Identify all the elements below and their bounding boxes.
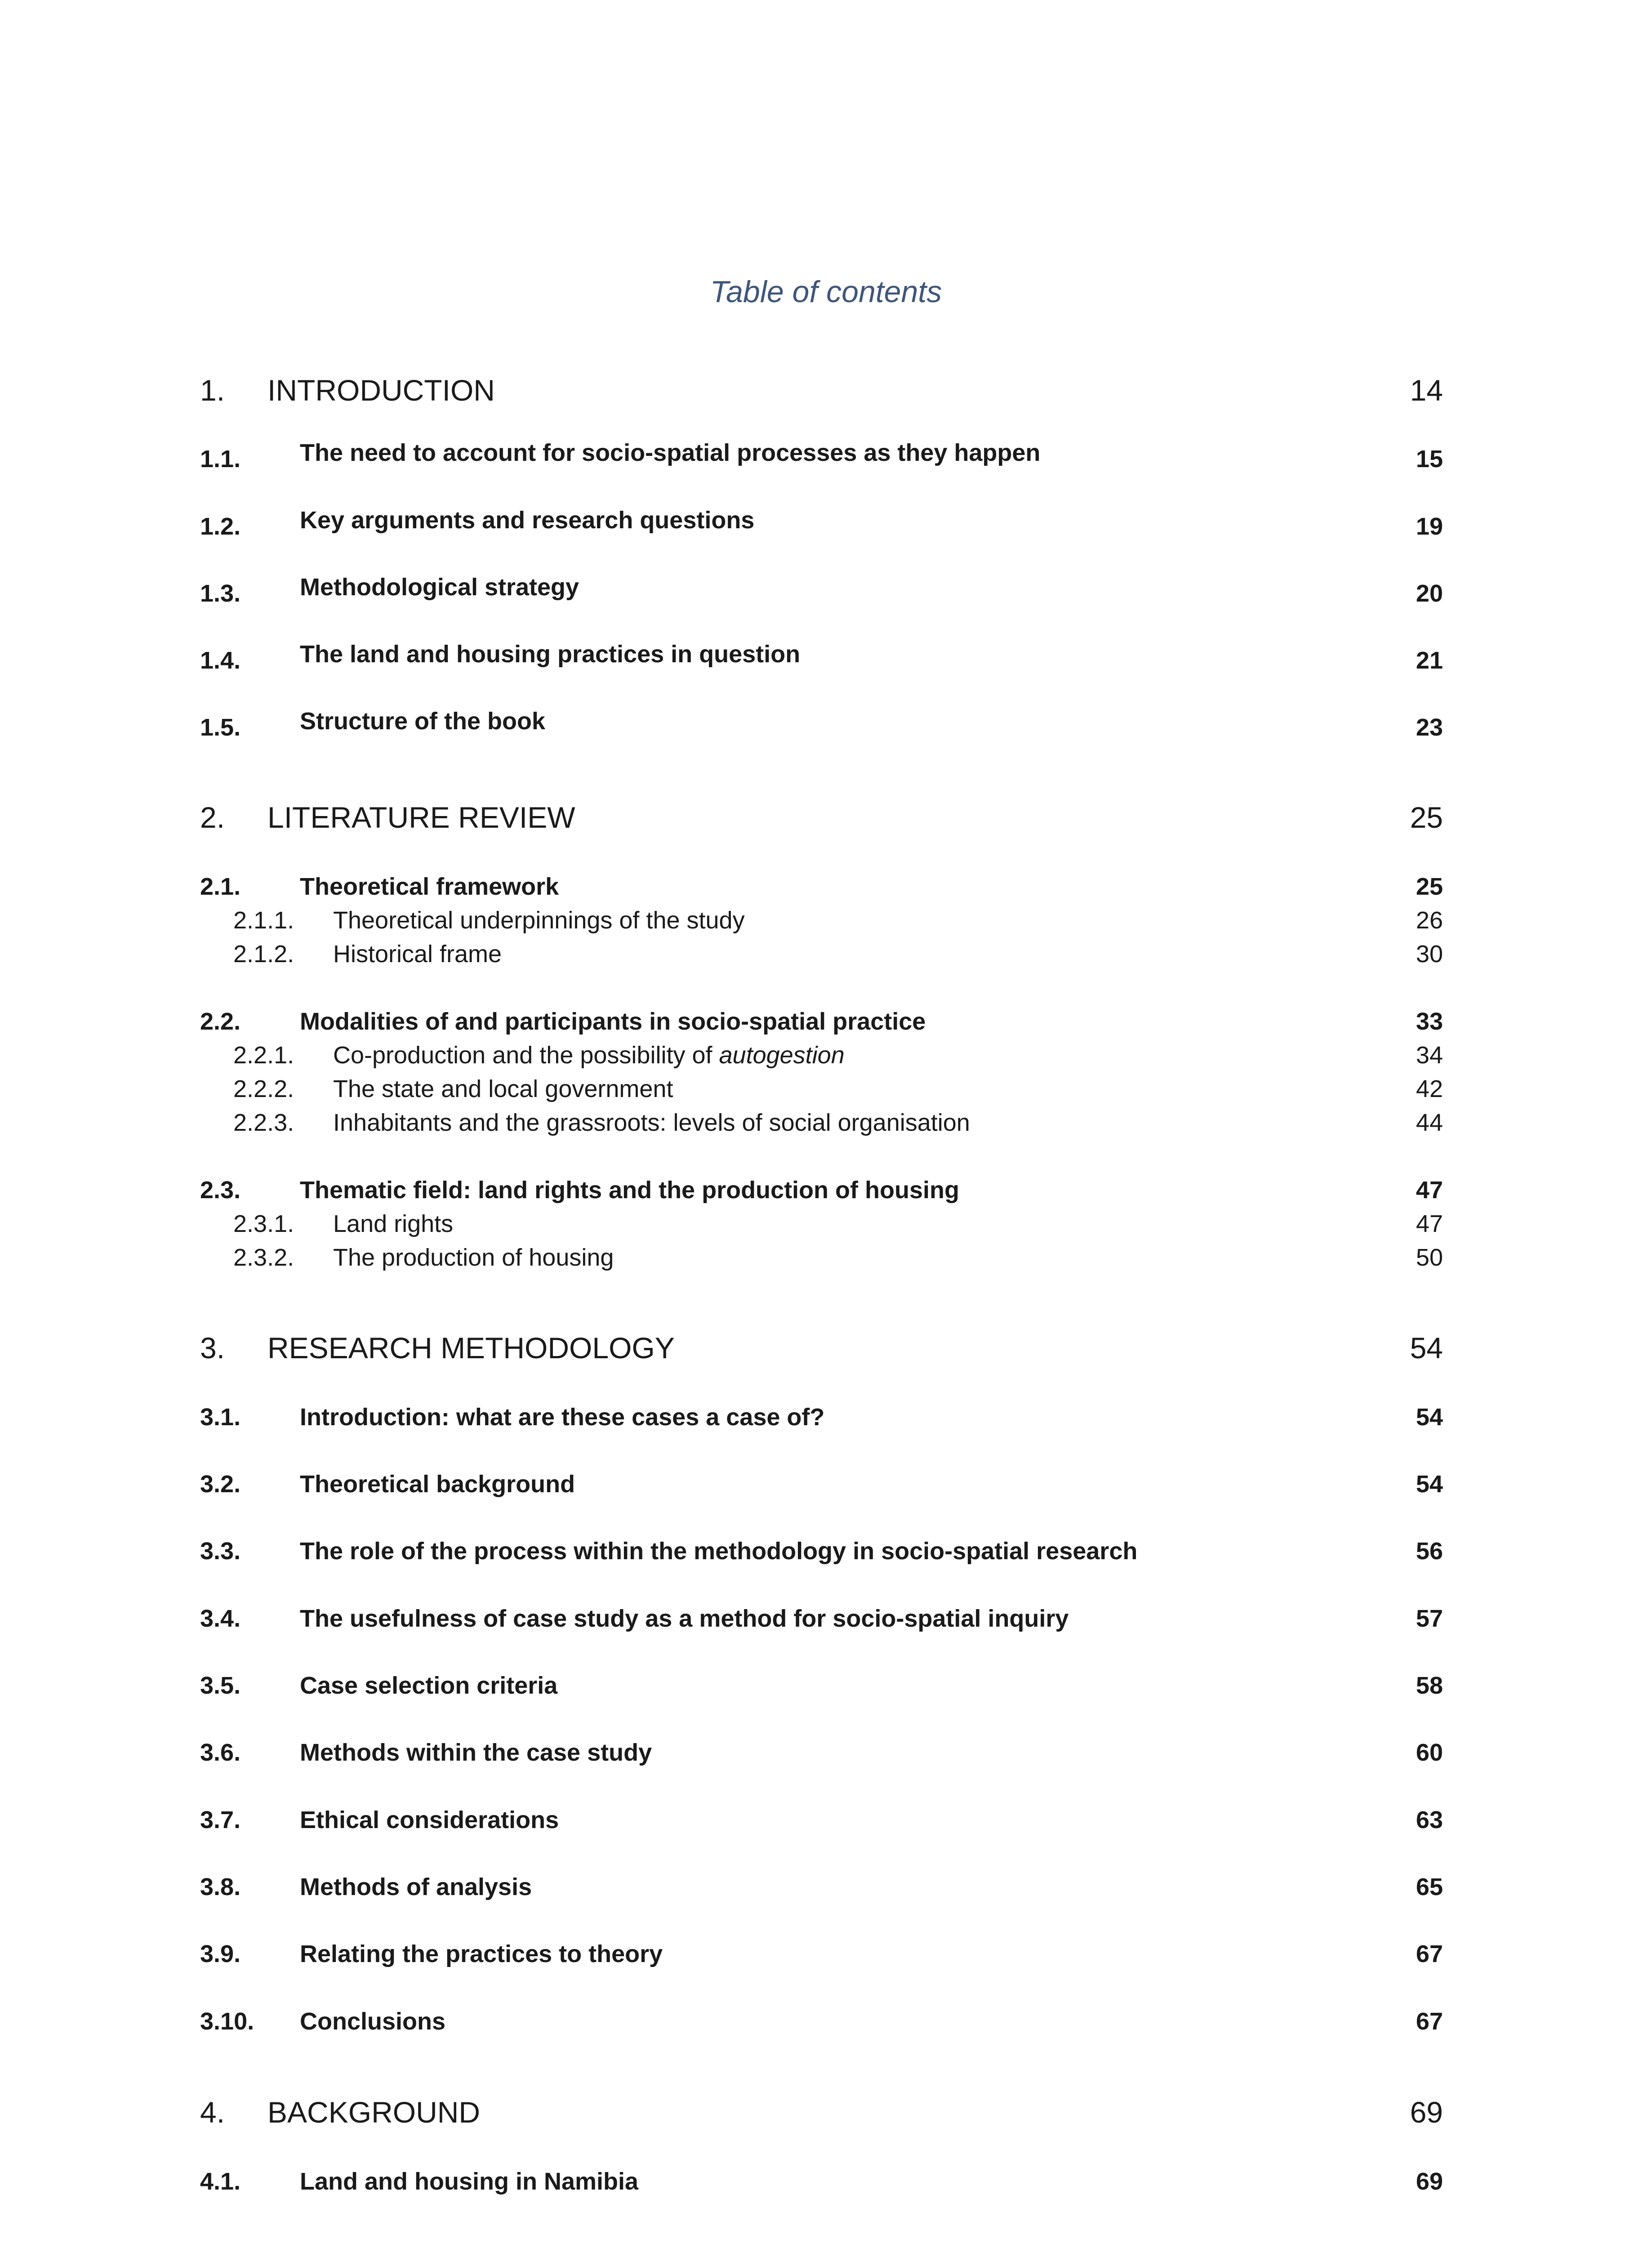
toc-number: 3.5. [200,1672,241,1699]
toc-number: 1.5. [200,714,241,741]
toc-number: 4. [200,2096,225,2129]
toc-label: The land and housing practices in question [300,641,801,668]
toc-page: 44 [1416,1109,1443,1136]
toc-page: 54 [1410,1331,1443,1365]
toc-number: 3.4. [200,1605,241,1632]
toc-number: 3.2. [200,1471,241,1498]
toc-page: 33 [1416,1008,1443,1035]
toc-number: 2.3.2. [233,1244,294,1271]
toc-label: Land and housing in Namibia [300,2168,639,2195]
toc-page: 60 [1416,1739,1443,1766]
toc-page: 50 [1416,1244,1443,1271]
toc-label: The need to account for socio-spatial processes as they happen [300,439,1041,466]
toc-number: 2. [200,801,225,834]
toc-label: The production of housing [333,1244,614,1271]
toc-label: RESEARCH METHODOLOGY [267,1331,675,1365]
toc-label: Case selection criteria [300,1672,558,1699]
toc-number: 3.9. [200,1940,241,1967]
toc-number: 4.1. [200,2168,241,2195]
toc-page: 69 [1410,2096,1443,2129]
toc-label: Key arguments and research questions [300,507,755,534]
toc-page: 19 [1416,513,1443,540]
toc-page: 58 [1416,1672,1443,1699]
toc-number: 2.1.1. [233,907,294,934]
toc-number: 2.2.3. [233,1109,294,1136]
toc-page: 47 [1416,1177,1443,1204]
toc-number: 2.2.1. [233,1042,294,1069]
toc-page: 42 [1416,1075,1443,1102]
toc-number: 1. [200,374,225,407]
toc-label: Inhabitants and the grassroots: levels of social organisation [333,1109,970,1136]
toc-number: 2.3. [200,1177,241,1204]
toc-number: 3.1. [200,1404,241,1431]
toc-label: Thematic field: land rights and the production of housing [300,1177,959,1204]
toc-label: BACKGROUND [267,2096,481,2129]
toc-page: 54 [1416,1404,1443,1431]
toc-page: 63 [1416,1806,1443,1833]
toc-page: 26 [1416,907,1443,934]
toc-number: 3.3. [200,1538,241,1565]
toc-number: 1.1. [200,446,241,473]
toc-page: 56 [1416,1538,1443,1565]
toc-label: Ethical considerations [300,1806,559,1833]
toc-label: Modalities of and participants in socio-spatial practice [300,1008,926,1035]
toc-label: Theoretical framework [300,873,559,900]
toc-number: 1.2. [200,513,241,540]
toc-number: 2.2.2. [233,1075,294,1102]
toc-label: The state and local government [333,1075,673,1102]
toc-number: 3.10. [200,2008,254,2035]
toc-label: Land rights [333,1210,454,1237]
toc-page: 34 [1416,1042,1443,1069]
toc-page: 25 [1416,873,1443,900]
toc-label: LITERATURE REVIEW [267,801,575,834]
toc-number: 3.6. [200,1739,241,1766]
toc-page: 23 [1416,714,1443,741]
toc-number: 1.4. [200,647,241,674]
toc-label: INTRODUCTION [267,374,495,407]
toc-page: 65 [1416,1873,1443,1900]
toc-label: Relating the practices to theory [300,1940,663,1967]
toc-label: Theoretical underpinnings of the study [333,907,745,934]
toc-label: Methods within the case study [300,1739,652,1766]
toc-number: 2.2. [200,1008,241,1035]
toc-number: 3.7. [200,1806,241,1833]
toc-page: 54 [1416,1471,1443,1498]
toc-page: 69 [1416,2168,1443,2195]
toc-label: Historical frame [333,941,502,968]
toc-label-text: Co-production and the possibility of [333,1042,719,1069]
toc-page: 57 [1416,1605,1443,1632]
page-title: Table of contents [710,275,942,309]
toc-page: 20 [1416,580,1443,607]
toc-number: 1.3. [200,580,241,607]
toc-page: 30 [1416,941,1443,968]
toc-label: The usefulness of case study as a method for socio-spatial inquiry [300,1605,1069,1632]
toc-page: 47 [1416,1210,1443,1237]
toc-label: Methods of analysis [300,1873,532,1900]
toc-page: 67 [1416,2008,1443,2035]
toc-label: Introduction: what are these cases a case of? [300,1404,825,1431]
toc-page: 21 [1416,647,1443,674]
toc-label: Structure of the book [300,708,546,735]
toc-number: 3. [200,1331,225,1365]
toc-page: 25 [1410,801,1443,834]
toc-label: Conclusions [300,2008,446,2035]
toc-number: 2.3.1. [233,1210,294,1237]
toc-number: 2.1.2. [233,941,294,968]
toc-page: 14 [1410,374,1443,407]
toc-number: 2.1. [200,873,241,900]
toc-page: 67 [1416,1940,1443,1967]
toc-label: Methodological strategy [300,574,579,601]
toc-page: 15 [1416,446,1443,473]
toc-label: The role of the process within the methodology in socio-spatial research [300,1538,1138,1565]
toc-label [333,1043,845,1067]
toc-label-italic: autogestion [719,1042,845,1069]
toc-label: Theoretical background [300,1471,575,1498]
toc-number: 3.8. [200,1873,241,1900]
